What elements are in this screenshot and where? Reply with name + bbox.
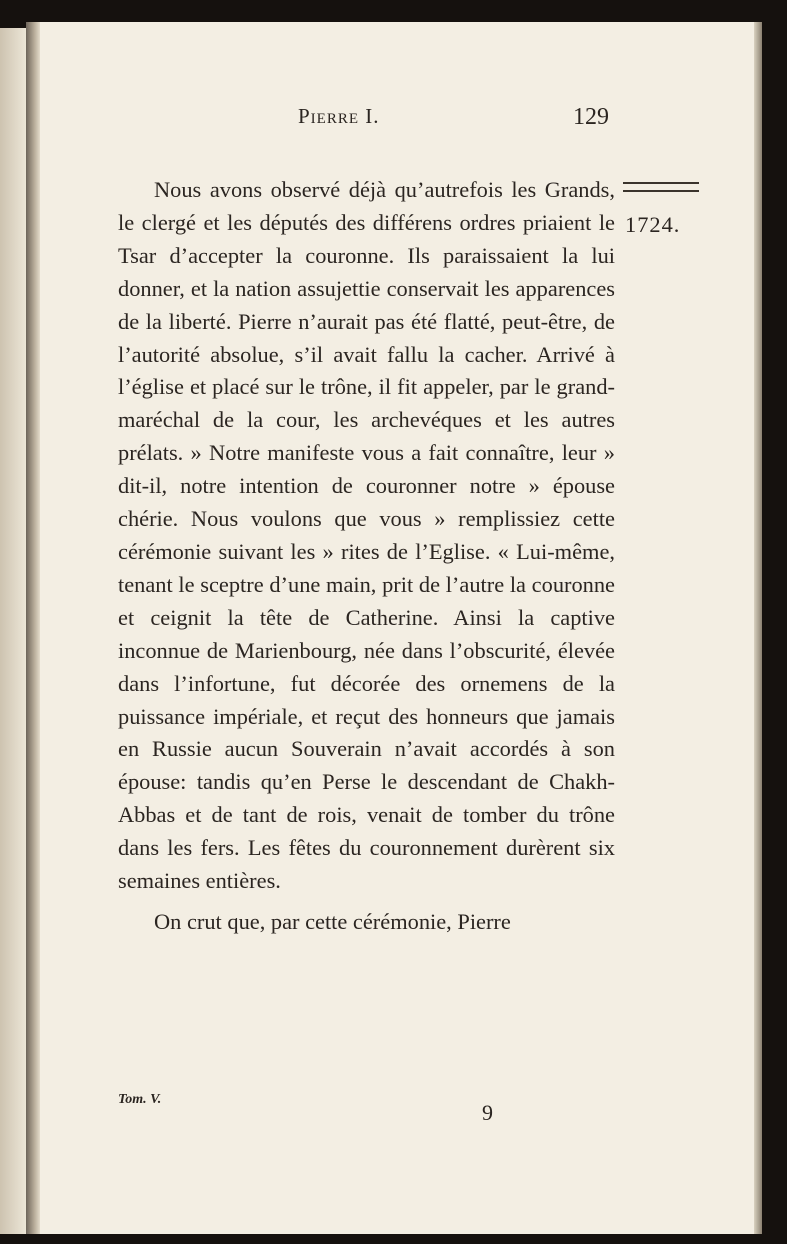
volume-mark: Tom. V. bbox=[118, 1092, 162, 1107]
body-text bbox=[118, 174, 615, 939]
margin-rule bbox=[623, 182, 699, 192]
margin-date: 1724. bbox=[625, 212, 681, 237]
page-right-edge bbox=[754, 22, 762, 1234]
paragraph: On crut que, par cette cérémonie, Pierre bbox=[154, 908, 511, 934]
page-footer bbox=[40, 1092, 754, 1132]
book-gutter bbox=[26, 22, 40, 1234]
signature-mark: 9 bbox=[482, 1100, 493, 1125]
book-page bbox=[40, 22, 754, 1234]
page-header bbox=[40, 104, 754, 144]
paragraph: Nous avons observé déjà qu’autrefois les Grands, le clergé et les députés des différens ordres priaient le Tsar d’accepter la couronne. Ils paraissaient la lui donner, et la nation assujettie conservait les apparences de la liberté. Pierre n’aurait pas été flatté, peut-être, de l’autorité absolue, s’il avait fallu la cacher. Arrivé à l’église et placé sur le trône, il fit appeler, par le grand-maréchal de la cour, les archevéques et les autres prélats. » Notre manifeste vous a fait connaître, leur » dit-il, notre intention de couronner notre » épouse chérie. Nous voulons que vous » remplissiez cette cérémonie suivant les » rites de l’Eglise. « Lui-même, tenant le sceptre d’une main, prit de l’autre la couronne et ceignit la tête de Catherine. Ainsi la captive inconnue de Marienbourg, née dans l’obscurité, élevée dans l’infortune, fut décorée des ornemens de la puissance impériale, et reçut des honneurs que jamais en Russie aucun Souverain n’avait accordés à son épouse: tandis qu’en Perse le descendant de Chakh-Abbas et de tant de rois, venait de tomber du trône dans les fers. Les fêtes du couronnement durèrent six semaines entières. bbox=[118, 177, 615, 894]
previous-page-edge bbox=[0, 28, 26, 1234]
running-head: Pierre I. bbox=[298, 104, 380, 128]
page-number: 129 bbox=[573, 104, 609, 130]
